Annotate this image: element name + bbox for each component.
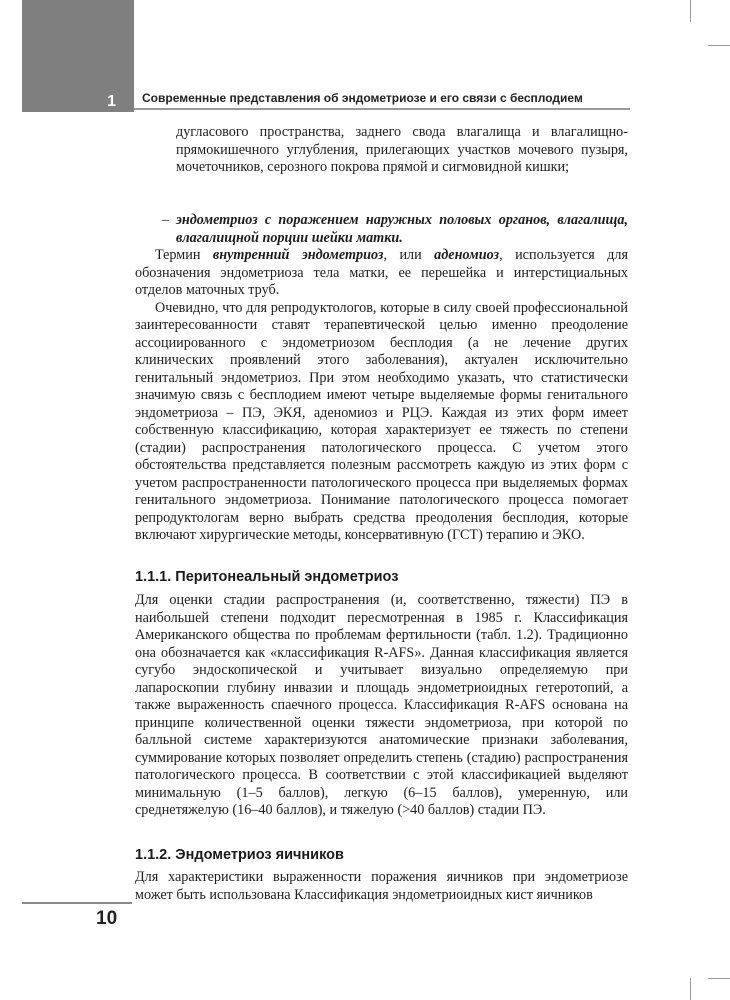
chapter-block (22, 0, 134, 112)
list-dash: – (162, 212, 170, 228)
section-body (135, 869, 628, 904)
list-item-text: эндометриоз с поражением наружных половых органов, влагалища, влагалищной порции шейки матки. (176, 212, 628, 246)
crop-mark (708, 45, 730, 46)
text-run: , используется для обозначения эндометриоза тела матки, ее перешейка и интерстициальных отделов маточных труб. (135, 247, 628, 298)
crop-mark (708, 978, 730, 979)
text-run: , или (383, 247, 435, 263)
section-body (135, 592, 628, 820)
chapter-number: 1 (107, 93, 116, 110)
text-run: Термин (155, 247, 213, 263)
paragraph-genital-endometriosis: Очевидно, что для репродуктологов, которые в силу своей профессиональной заинтересованности ставят терапевтической целью именно преодоление ассоциированного с эндометриозом бесплодия (а не лечение других клинических проявлений этого заболевания), актуален исключительно генитальный эндометриоз. При этом необходимо указать, что статистически значимую связь с бесплодием имеют четыре выделяемые формы генитального эндометриоза – ПЭ, ЭКЯ, аденомиоз и РЦЭ. Каждая из этих форм имеет собственную классификацию, которая характеризует ее тяжесть по степени (стадии) распространения патологического процесса. С учетом этого обстоятельства представляется полезным рассмотреть каждую из этих форм с учетом распространенности патологического процесса при выделяемых формах генитального эндометриоза. Понимание патологического процесса помогает репродуктологам верно выбрать средства преодоления бесплодия, которые включают хирургические методы, консервативную (ГСТ) терапию и ЭКО. (135, 299, 628, 543)
paragraph-adenomyosis (135, 247, 628, 300)
paragraph-r-afs: Для оценки стадии распространения (и, соответственно, тяжести) ПЭ в наибольшей степени подходит пересмотренная в 1985 г. Классификация Американского общества по проблемам фертильности (табл. 1.2). Традиционно она обозначается как «классификация R-AFS». Данная классификация является сугубо эндоскопической и учитывает визуально определяемую при лапароскопии глубину инвазии и площадь эндометриоидных гетеротопий, а также выраженность спаечного процесса. Классификация R-AFS основана на принципе количественной оценки тяжести эндометриоза, при которой по балльной системе характеризуются анатомические признаки заболевания, суммирование которых позволяет определить степень (стадию) распространения патологического процесса. В соответствии с этой классификацией выделяют минимальную (1–5 баллов), легкую (6–15 баллов), умеренную, или среднетяжелую (16–40 баллов), и тяжелую (>40 баллов) стадии ПЭ. (135, 592, 628, 818)
page-number: 10 (96, 908, 118, 929)
section-heading-peritoneal: 1.1.1. Перитонеальный эндометриоз (135, 569, 399, 585)
list-item-bold (162, 212, 628, 247)
list-item: дугласового пространства, заднего свода влагалища и влагалищно-прямокишечного углубления, прилегающих участков мочевого пузыря, мочеточников, серозного покрова прямой и сигмовидной кишки; (176, 124, 628, 175)
term-internal-endometriosis: внутренний эндометриоз (212, 247, 384, 263)
term-adenomyosis: аденомиоз (434, 247, 500, 263)
header-rule (134, 108, 630, 110)
crop-mark (690, 0, 691, 22)
running-header-title: Современные представления об эндометриозе и его связи с бесплодием (142, 91, 583, 105)
crop-mark (690, 978, 691, 1000)
section-heading-ovarian: 1.1.2. Эндометриоз яичников (135, 847, 344, 863)
footer-rule (22, 902, 132, 904)
paragraph-ovarian: Для характеристики выраженности поражения яичников при эндометриозе может быть использована Классификация эндометриоидных кист яичников (135, 869, 628, 903)
body-text (135, 247, 628, 545)
